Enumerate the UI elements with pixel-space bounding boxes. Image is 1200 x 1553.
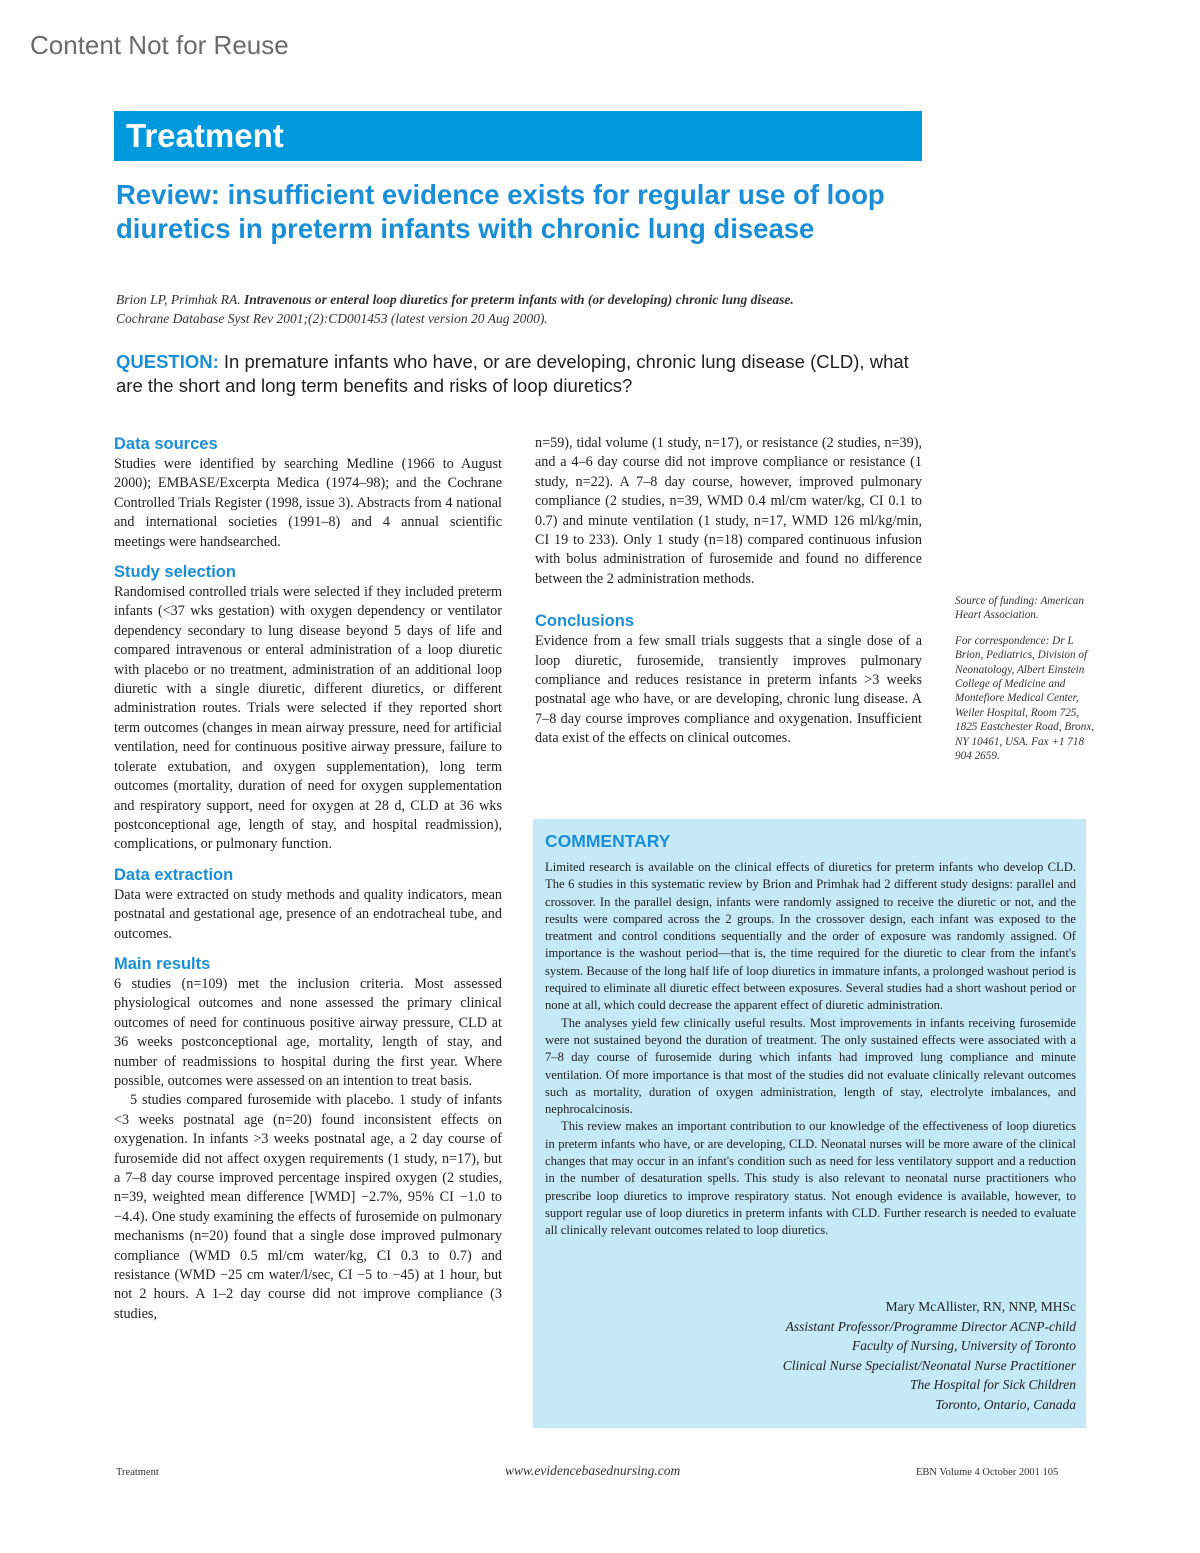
citation-title: Intravenous or enteral loop diuretics for preterm infants with (or developing) chronic lung disease. [244,292,794,307]
correspondence-note: For correspondence: Dr L Brion, Pediatrics, Division of Neonatology, Albert Einstein College of Medicine and Montefiore Medical Center, Weiler Hospital, Room 725, 1825 Eastchester Road, Bronx, NY 10461, USA. Fax +1 718 904 2659. [955,634,1095,763]
middle-column [535,434,922,749]
data-extraction-text: Data were extracted on study methods and quality indicators, mean postnatal and gestational age, presence of an endotracheal tube, and outcomes. [114,886,502,942]
author-title-2: Faculty of Nursing, University of Toronto [851,1338,1076,1353]
footer-journal-info: EBN Volume 4 October 2001 105 [916,1467,1059,1478]
citation-authors: Brion LP, Primhak RA. [116,292,241,307]
data-sources-text: Studies were identified by searching Medline (1966 to August 2000); EMBASE/Excerpta Medica (1974–98); and the Cochrane Controlled Trials Register (1998, issue 3). Abstracts from 4 national and international societies (1991–8) and 4 annual scientific meetings were handsearched. [114,456,502,550]
author-location: Toronto, Ontario, Canada [935,1396,1076,1412]
main-results-paragraph-1: 6 studies (n=109) met the inclusion criteria. Most assessed physiological outcomes and none assessed the primary clinical outcomes of need for continuous positive airway pressure, CLD at 36 weeks postconceptional age, mortality, length of stay, and number of readmissions to hospital during the first year. Where possible, outcomes were assessed on an intention to treat basis. [114,975,502,1089]
data-sources-heading: Data sources [114,435,218,453]
commentary-paragraph-2: The analyses yield few clinically useful results. Most improvements in infants receiving furosemide were not sustained beyond the duration of treatment. The only sustained effects were associated with a 7–8 day course of furosemide during which infants had improved lung compliance and minute ventilation. Of more importance is that most of the studies did not evaluate clinically relevant outcomes such as mortality, duration of oxygen administration, length of stay, electrolyte imbalances, and nephrocalcinosis. [545,1015,1076,1117]
commentary-body [545,859,1076,1240]
question-label: QUESTION: [116,351,219,372]
main-results-heading: Main results [114,954,211,973]
commentary-box [533,819,1086,1428]
conclusions-heading: Conclusions [535,612,635,631]
author-title-1: Assistant Professor/Programme Director ACNP-child [785,1318,1076,1334]
author-title-3: Clinical Nurse Specialist/Neonatal Nurse Practitioner [782,1357,1076,1373]
conclusions-text: Evidence from a few small trials suggests that a single dose of a loop diuretic, furosemide, transiently improves pulmonary compliance and reduces resistance in preterm infants >3 weeks postnatal age who have, or are developing, chronic lung disease. A 7–8 day course improves compliance and oxygenation. Insufficient data exist of the effects on clinical outcomes. [535,633,922,747]
question-text: In premature infants who have, or are developing, chronic lung disease (CLD), what are the short and long term benefits and risks of loop diuretics? [116,351,909,396]
footer-section-label: Treatment [116,1467,159,1478]
funding-note: Source of funding: American Heart Association. [955,595,1084,622]
section-title: Treatment [126,117,284,154]
article-headline: Review: insufficient evidence exists for regular use of loop diuretics in preterm infants with chronic lung disease [116,179,885,244]
author-affiliation: The Hospital for Sick Children [910,1377,1076,1392]
section-header-bar [114,111,922,161]
main-results-continued: n=59), tidal volume (1 study, n=17), or resistance (2 studies, n=39), and a 4–6 day course did not improve compliance or resistance (1 study, n=22). A 7–8 day course, however, improved pulmonary compliance (2 studies, n=39, WMD 0.4 ml/cm water/kg, CI 0.1 to 0.7) and minute ventilation (1 study, n=17, WMD 126 ml/kg/min, CI 19 to 233). Only 1 study (n=18) compared continuous infusion with bolus administration of furosemide and found no difference between the 2 administration methods. [535,435,922,587]
footer-website-link[interactable]: www.evidencebasednursing.com [505,1463,681,1478]
study-selection-text: Randomised controlled trials were selected if they included preterm infants (<37 wks gestation) with oxygen dependency or ventilator dependency secondary to lung disease beyond 5 days of life and compared intravenous or enteral administration of a loop diuretic with placebo or no treatment, administration of an additional loop diuretic with a single diuretic, different diuretics, or different administration routes. Trials were selected if they reported short term outcomes (changes in mean airway pressure, need for artificial ventilation, need for continuous positive airway pressure, failure to tolerate extubation, and oxygen supplementation), long term outcomes (mortality, duration of need for oxygen supplementation and respiratory support, need for oxygen at 28 d, CLD at 36 wks postconceptional age, length of stay, and hospital readmission), complications, or pulmonary function. [114,584,502,853]
study-selection-heading: Study selection [114,563,236,582]
sidebar-notes [955,594,1095,774]
watermark: Content Not for Reuse [30,30,289,60]
author-name: Mary McAllister, RN, NNP, MHSc [885,1299,1076,1314]
commentary-paragraph-1: Limited research is available on the clinical effects of diuretics for preterm infants who develop CLD. The 6 studies in this systematic review by Brion and Primhak had 2 different study designs: parallel and crossover. In the parallel design, infants were randomly assigned to receive the diuretic or not, and the results were compared across the 2 groups. In the crossover design, each infant was exposed to the treatment and control conditions sequentially and the order of exposure was randomly assigned. Of importance is the washout period—that is, the time required for the diuretic to clear from the infant's system. Because of the long half life of loop diuretics in immature infants, a prolonged washout period is required to eliminate all diuretic effect between exposures. Several studies had a short washout period or none at all, which could decrease the apparent effect of diuretic administration. [545,860,1076,1013]
clinical-question [116,350,926,398]
main-results-paragraph-2: 5 studies compared furosemide with placebo. 1 study of infants <3 weeks postnatal age (n=20) found inconsistent effects on oxygenation. In infants >3 weeks postnatal age, a 2 day course of furosemide did not affect oxygen requirements (1 study, n=17), but a 7–8 day course improved percentage inspired oxygen (2 studies, n=39, weighted mean difference [WMD] −2.7%, 95% CI −1.0 to −4.4). One study examining the effects of furosemide on pulmonary mechanisms (n=20) found that a single dose improved pulmonary compliance (WMD 0.5 ml/cm water/kg, CI 0.3 to 0.7) and resistance (WMD −25 cm water/l/sec, CI −5 to −45) at 1 hour, but not 2 hours. A 1–2 day course did not improve compliance (3 studies, [114,1092,502,1322]
commentary-signature [783,1297,1076,1414]
citation [116,290,936,328]
data-extraction-heading: Data extraction [114,865,234,884]
citation-source: Cochrane Database Syst Rev 2001;(2):CD001453 (latest version 20 Aug 2000). [116,311,548,326]
left-column [114,434,502,1324]
commentary-paragraph-3: This review makes an important contribution to our knowledge of the effectiveness of loop diuretics in preterm infants who have, or are developing, CLD. Neonatal nurses will be more aware of the clinical changes that may occur in an infant's condition such as need for less ventilatory support and a reduction in the number of desaturation spells. This study is also relevant to neonatal nurse practitioners who prescribe loop diuretics to improve respiratory status. Not enough evidence is available, however, to support regular use of loop diuretics in preterm infants with CLD. Further research is needed to evaluate all clinically relevant outcomes related to loop diuretics. [545,1119,1076,1238]
commentary-heading: COMMENTARY [545,831,671,851]
